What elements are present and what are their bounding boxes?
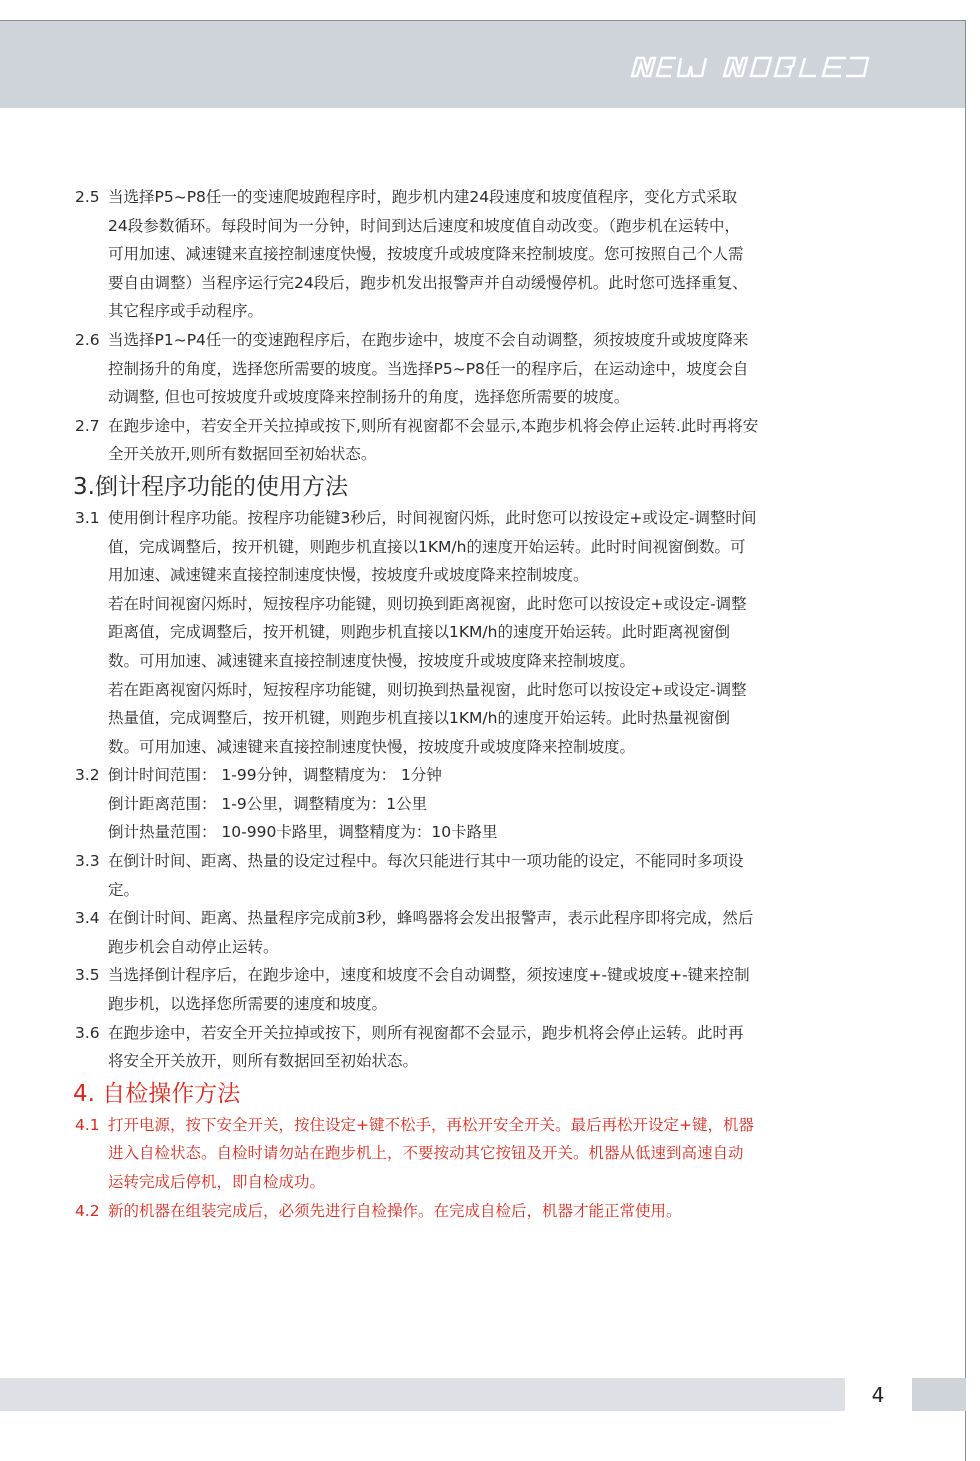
text-line: 当选择P1~P4任一的变速跑程序后，在跑步途中，坡度不会自动调整，须按坡度升或坡度降来 (108, 330, 749, 349)
item-number: 4.2 (75, 1201, 100, 1220)
item-3-1 (75, 504, 890, 761)
item-4-2 (75, 1197, 890, 1226)
text-line: 用加速、减速键来直接控制速度快慢，按坡度升或坡度降来控制坡度。 (108, 566, 589, 585)
text-line: 在倒计时间、距离、热量的设定过程中。每次只能进行其中一项功能的设定，不能同时多项设 (108, 852, 744, 871)
text-line: 定。 (108, 880, 140, 899)
text-line: 若在时间视窗闪烁时，短按程序功能键，则切换到距离视窗，此时您可以按设定+或设定-调整 (108, 594, 747, 613)
item-number: 2.6 (75, 330, 100, 349)
item-3-4 (75, 904, 890, 961)
page-content (75, 183, 890, 1225)
text-line: 运转完成后停机，即自检成功。 (108, 1173, 326, 1191)
item-3-3 (75, 847, 890, 904)
text-line: 当选择P5~P8任一的变速爬坡跑程序时，跑步机内建24段速度和坡度值程序，变化方式采取 (108, 188, 738, 206)
item-2-7 (75, 412, 890, 469)
text-line: 可用加速、减速键来直接控制速度快慢，按坡度升或坡度降来控制坡度。您可按照自己个人需 (108, 245, 744, 264)
text-line: 在跑步途中，若安全开关拉掉或按下，则所有视窗都不会显示，跑步机将会停止运转。此时再 (108, 1023, 744, 1042)
brand-logo (628, 55, 882, 79)
item-2-6 (75, 326, 890, 412)
section-3-heading: 3.倒计程序功能的使用方法 (73, 473, 348, 500)
text-line: 数。可用加速、减速键来直接控制速度快慢，按坡度升或坡度降来控制坡度。 (108, 737, 636, 756)
footer-tab (912, 1378, 966, 1411)
text-line: 新的机器在组装完成后，必须先进行自检操作。在完成自检后，机器才能正常使用。 (108, 1201, 682, 1220)
item-number: 2.7 (75, 416, 100, 435)
countdown-time-range: 倒计时间范围： 1-99分钟，调整精度为： 1分钟 (108, 766, 442, 785)
item-number: 2.5 (75, 188, 100, 206)
item-3-2 (75, 761, 890, 847)
text-line: 数。可用加速、减速键来直接控制速度快慢，按坡度升或坡度降来控制坡度。 (108, 651, 636, 670)
text-line: 24段参数循环。每段时间为一分钟，时间到达后速度和坡度值自动改变。（跑步机在运转中， (108, 216, 740, 235)
text-line: 打开电源，按下安全开关，按住设定+键不松手，再松开安全开关。最后再松开设定+键，机器 (108, 1115, 754, 1134)
item-number: 3.2 (75, 766, 100, 785)
item-3-6 (75, 1019, 890, 1076)
text-line: 动调整, 但也可按坡度升或坡度降来控制扬升的角度，选择您所需要的坡度。 (108, 388, 630, 407)
page-number: 4 (871, 1383, 885, 1407)
footer-band (0, 1378, 845, 1411)
text-line: 在倒计时间、距离、热量程序完成前3秒，蜂鸣器将会发出报警声，表示此程序即将完成，然后 (108, 909, 754, 928)
item-number: 3.4 (75, 909, 100, 928)
text-line: 热量值，完成调整后，按开机键，则跑步机直接以1KM/h的速度开始运转。此时热量视窗倒 (108, 709, 730, 728)
text-line: 跑步机，以选择您所需要的速度和坡度。 (108, 995, 388, 1014)
item-number: 3.6 (75, 1023, 100, 1042)
text-line: 使用倒计程序功能。按程序功能键3秒后，时间视窗闪烁，此时您可以按设定+或设定-调整时间 (108, 508, 757, 527)
text-line: 控制扬升的角度，选择您所需要的坡度。当选择P5~P8任一的程序后，在运动途中，坡度会自 (108, 359, 749, 378)
item-4-1 (75, 1111, 890, 1197)
text-line: 距离值，完成调整后，按开机键，则跑步机直接以1KM/h的速度开始运转。此时距离视窗倒 (108, 623, 730, 642)
text-line: 值，完成调整后，按开机键，则跑步机直接以1KM/h的速度开始运转。此时时间视窗倒数。可 (108, 537, 746, 556)
text-line: 当选择倒计程序后，在跑步途中，速度和坡度不会自动调整，须按速度+-键或坡度+-键来控制 (108, 966, 750, 985)
item-3-5 (75, 961, 890, 1018)
text-line: 将安全开关放开，则所有数据回至初始状态。 (108, 1052, 419, 1071)
text-line: 全开关放开,则所有数据回至初始状态。 (108, 445, 377, 464)
text-line: 若在距离视窗闪烁时，短按程序功能键，则切换到热量视窗，此时您可以按设定+或设定-调整 (108, 680, 747, 699)
item-2-5 (75, 183, 890, 326)
item-number: 3.5 (75, 966, 100, 985)
text-line: 在跑步途中，若安全开关拉掉或按下,则所有视窗都不会显示,本跑步机将会停止运转.此时再将安 (108, 416, 759, 435)
item-number: 3.3 (75, 852, 100, 871)
text-line: 跑步机会自动停止运转。 (108, 937, 279, 956)
item-number: 3.1 (75, 508, 100, 527)
frame-right-line (965, 20, 966, 1461)
item-number: 4.1 (75, 1115, 100, 1134)
countdown-calorie-range: 倒计热量范围： 10-990卡路里，调整精度为：10卡路里 (108, 823, 498, 842)
countdown-distance-range: 倒计距离范围： 1-9公里，调整精度为：1公里 (108, 794, 428, 813)
text-line: 要自由调整）当程序运行完24段后，跑步机发出报警声并自动缓慢停机。此时您可选择重复、 (108, 273, 748, 292)
text-line: 进入自检状态。自检时请勿站在跑步机上，不要按动其它按钮及开关。机器从低速到高速自动 (108, 1144, 744, 1163)
text-line: 其它程序或手动程序。 (108, 302, 264, 321)
section-4-heading: 4. 自检操作方法 (73, 1080, 241, 1107)
